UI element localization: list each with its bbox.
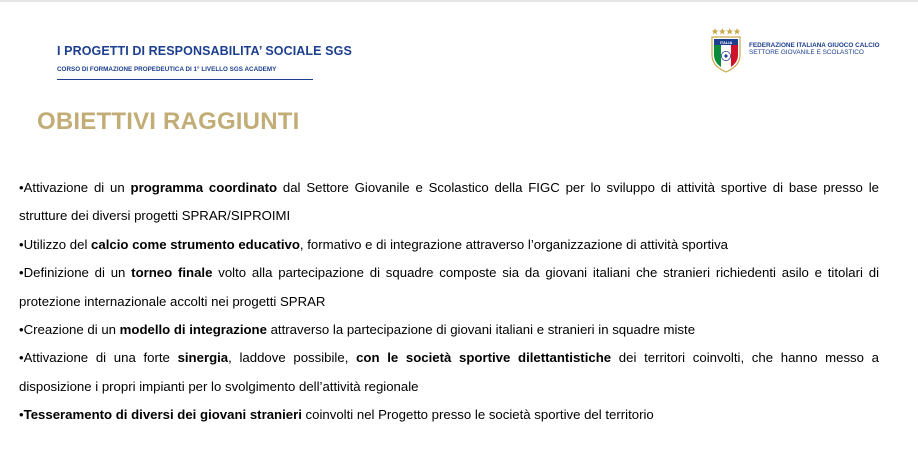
objective-text: •Attivazione di una forte: [19, 350, 178, 366]
logo-org-name: FEDERAZIONE ITALIANA GIUOCO CALCIO: [749, 42, 880, 49]
header-subtitle: CORSO DI FORMAZIONE PROPEDEUTICA DI 1° LIVELLO SGS ACADEMY: [57, 66, 277, 73]
figc-shield-icon: [709, 26, 743, 74]
shield-label: ITALIA: [719, 39, 733, 45]
objective-text-bold: programma coordinato: [130, 180, 278, 195]
objective-text-bold: calcio come strumento educativo: [91, 236, 300, 252]
objective-text: •Utilizzo del: [19, 236, 92, 252]
header-title: I PROGETTI DI RESPONSABILITA’ SOCIALE SGS: [57, 44, 352, 58]
objective-text: dal Settore Giovanile e Scolastico della FIGC per lo sviluppo di attività sportive di base presso le strutture dei diversi progetti SPRAR/SIPROIMI: [19, 180, 879, 224]
objective-text: , formativo e di integrazione attraverso l’organizzazione di attività sportiva: [299, 236, 728, 252]
objective-text-bold: modello di integrazione: [119, 322, 267, 338]
logo-text: [749, 42, 880, 56]
objective-text-bold: Tesseramento di diversi dei giovani stranieri: [23, 407, 302, 423]
objective-item: [19, 231, 879, 259]
objective-text: coinvolti nel Progetto presso le società sportive del territorio: [301, 407, 654, 423]
objective-text: volto alla partecipazione di squadre composte sia da giovani italiani che stranieri richiedenti asilo e titolari di protezione internazionale accolti nei progetti SPRAR: [19, 265, 879, 309]
objective-text-bold: torneo finale: [131, 265, 213, 281]
objective-text: •Definizione di un: [19, 265, 132, 281]
slide-header: [57, 44, 352, 80]
objective-item: [19, 174, 879, 231]
objective-item: [19, 344, 879, 401]
objective-item: [19, 316, 879, 344]
section-title: OBIETTIVI RAGGIUNTI: [37, 108, 300, 135]
objective-item: [19, 401, 879, 429]
objectives-list: [19, 174, 879, 430]
objective-text-bold: sinergia: [177, 350, 229, 366]
objective-text: attraverso la partecipazione di giovani italiani e stranieri in squadre miste: [266, 322, 696, 338]
logo-org-subtitle: SETTORE GIOVANILE E SCOLASTICO: [749, 49, 864, 56]
header-underline: [57, 79, 313, 80]
objective-text: , laddove possibile,: [228, 350, 357, 366]
objective-text-bold: con le società sportive dilettantistiche: [356, 350, 612, 366]
objective-text: •Attivazione di un: [19, 180, 131, 195]
objective-text: •: [19, 407, 24, 423]
objective-item: [19, 259, 879, 316]
figc-logo: [709, 26, 880, 74]
objective-text: •Creazione di un: [19, 322, 120, 338]
top-divider: [0, 0, 918, 2]
objective-text: dei territori coinvolti, che hanno messo a disposizione i propri impianti per lo svolgimento dell’attività regionale: [19, 350, 879, 394]
